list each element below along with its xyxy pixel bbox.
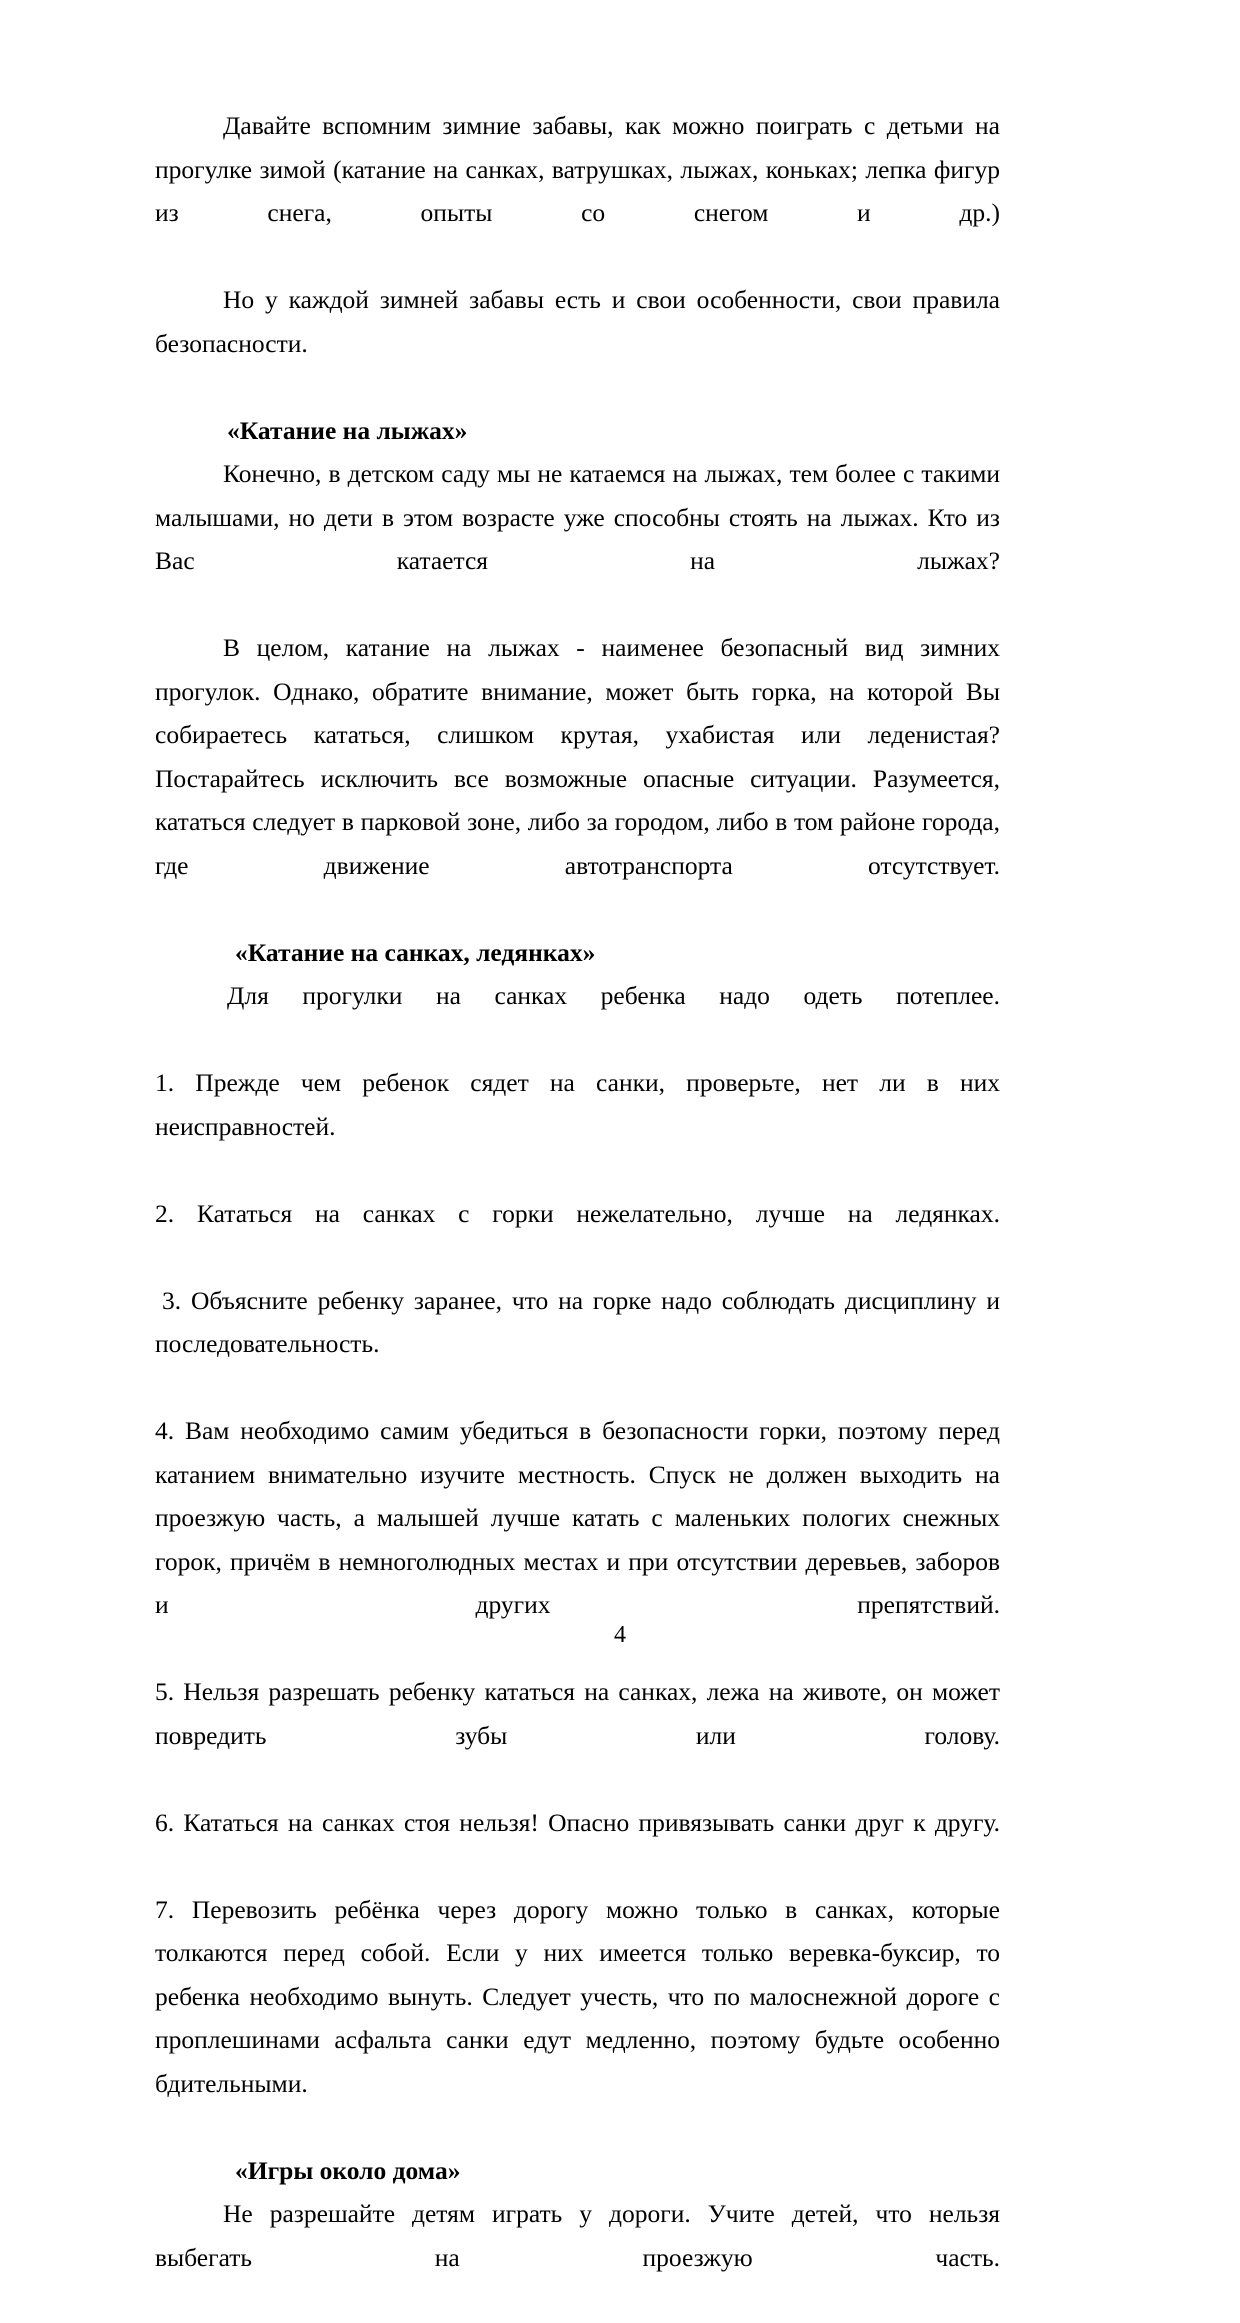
list-item-4: 4. Вам необходимо самим убедиться в безопасности горки, поэтому перед катанием внимательно изучите местность. Спуск не должен выходить на проезжую часть, а малышей лучше катать с маленьких пологих снежных горок, причём в немноголюдных местах и при отсутствии деревьев, заборов и других препятствий. [155,1416,1000,1619]
paragraph-road-safety: Не разрешайте детям играть у дороги. Учите детей, что нельзя выбегать на проезжую часть. [155,2199,1000,2272]
paragraph-skiing-safety: В целом, катание на лыжах - наименее безопасный вид зимних прогулок. Однако, обратите внимание, может быть горка, на которой Вы собираетесь кататься, слишком крутая, ухабистая или леденистая? Постарайтесь исключить все возможные опасные ситуации. Разумеется, кататься следует в парковой зоне, либо за городом, либо в том районе города, где движение автотранспорта отсутствует. [155,633,1000,880]
page-content [155,104,1000,2323]
list-item-7: 7. Перевозить ребёнка через дорогу можно только в санках, которые толкаются перед собой. Если у них имеется только веревка-буксир, то ребенка необходимо вынуть. Следует учесть, что по малоснежной дороге с проплешинами асфальта санки едут медленно, поэтому будьте особенно бдительными. [155,1894,1000,2098]
heading-games-near-home: «Игры около дома» [235,2155,461,2185]
paragraph-dress-warmly: Для прогулки на санках ребенка надо одеть потеплее. [227,981,1000,1010]
list-item-1: 1. Прежде чем ребенок сядет на санки, проверьте, нет ли в них неисправностей. [155,1068,1000,1141]
paragraph-intro-winter-fun: Давайте вспомним зимние забавы, как можно поиграть с детьми на прогулке зимой (катание на санках, ватрушках, лыжах, коньках; лепка фигур из снега, опыты со снегом и др.) [155,111,1000,227]
list-item-5: 5. Нельзя разрешать ребенку кататься на санках, лежа на животе, он может повредить зубы или голову. [155,1677,1000,1750]
page-number: 4 [614,1622,626,1648]
paragraph-safety-rules: Но у каждой зимней забавы есть и свои особенности, свои правила безопасности. [155,285,1000,358]
list-item-3: 3. Объясните ребенку заранее, что на горке надо соблюдать дисциплину и последовательность. [155,1285,1000,1358]
heading-sledding: «Катание на санках, ледянках» [235,937,596,967]
paragraph-kindergarten-skiing: Конечно, в детском саду мы не катаемся на лыжах, тем более с такими малышами, но дети в этом возрасте уже способны стоять на лыжах. Кто из Вас катается на лыжах? [155,459,1000,575]
list-item-2: 2. Кататься на санках с горки нежелательно, лучше на ледянках. [155,1198,1000,1228]
list-item-6: 6. Кататься на санках стоя нельзя! Опасно привязывать санки друг к другу. [155,1807,1000,1837]
heading-skiing: «Катание на лыжах» [227,415,468,445]
